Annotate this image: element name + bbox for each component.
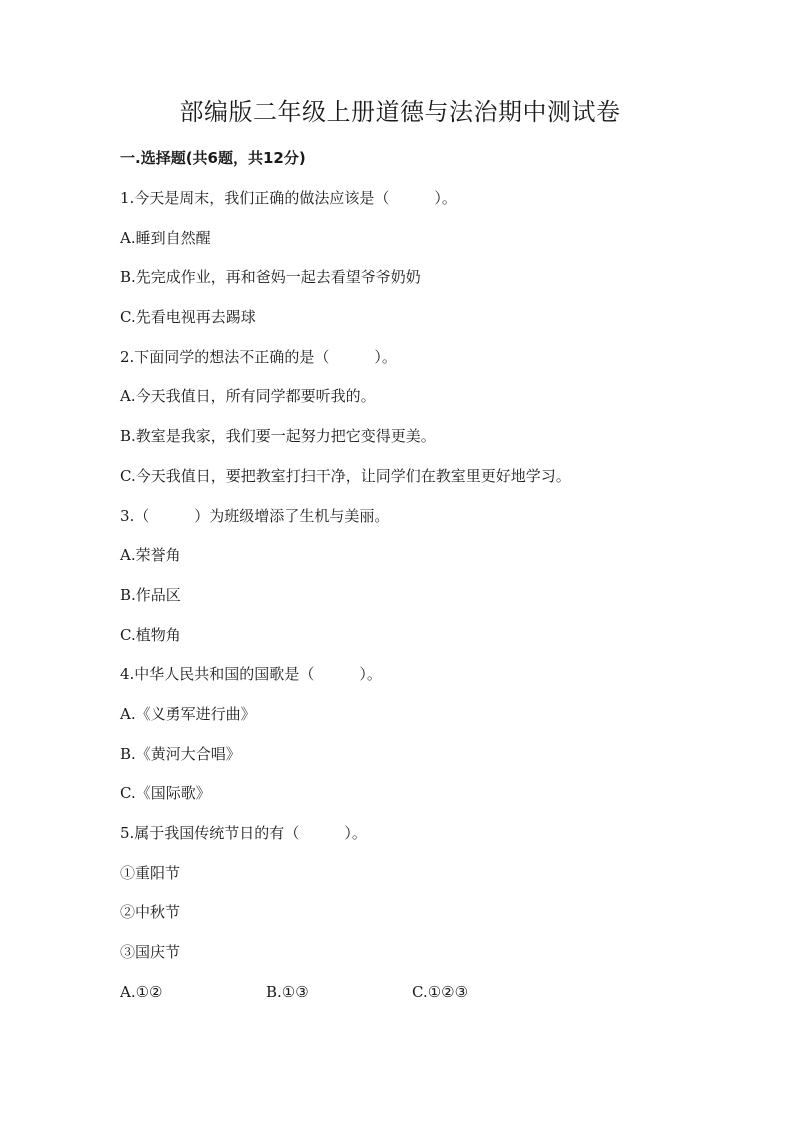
page-title: 部编版二年级上册道德与法治期中测试卷 bbox=[179, 98, 621, 126]
question-item: ②中秋节 bbox=[120, 903, 181, 922]
answer-option: A.《义勇军进行曲》 bbox=[120, 704, 256, 723]
answer-option: C.先看电视再去踢球 bbox=[120, 308, 256, 327]
answer-option: C.①②③ bbox=[412, 982, 469, 1001]
question-item: ③国庆节 bbox=[120, 943, 181, 962]
answer-option: C.《国际歌》 bbox=[120, 784, 211, 803]
answer-option: A.睡到自然醒 bbox=[120, 228, 211, 247]
answer-option: B.①③ bbox=[266, 982, 309, 1001]
answer-option: A.①② bbox=[120, 982, 163, 1001]
answer-option: C.植物角 bbox=[120, 625, 181, 644]
section-heading: 一.选择题(共6题，共12分) bbox=[120, 149, 306, 167]
answer-option: C.今天我值日，要把教室打扫干净，让同学们在教室里更好地学习。 bbox=[120, 466, 571, 485]
question-stem: 5.属于我国传统节日的有（ ）。 bbox=[120, 824, 367, 842]
question-stem: 4.中华人民共和国的国歌是（ ）。 bbox=[120, 665, 382, 684]
answer-option: B.先完成作业，再和爸妈一起去看望爷爷奶奶 bbox=[120, 268, 421, 287]
answer-option: B.《黄河大合唱》 bbox=[120, 744, 241, 763]
inline-options-row bbox=[120, 980, 740, 1020]
question-stem: 3.（ ）为班级增添了生机与美丽。 bbox=[120, 506, 390, 525]
question-stem: 2.下面同学的想法不正确的是（ ）。 bbox=[120, 347, 397, 366]
question-item: ①重阳节 bbox=[120, 863, 181, 882]
answer-option: A.荣誉角 bbox=[120, 546, 181, 565]
question-stem: 1.今天是周末，我们正确的做法应该是（ ）。 bbox=[120, 189, 457, 207]
answer-option: B.教室是我家，我们要一起努力把它变得更美。 bbox=[120, 427, 436, 446]
questions-list bbox=[120, 186, 740, 1019]
answer-option: B.作品区 bbox=[120, 585, 181, 604]
answer-option: A.今天我值日，所有同学都要听我的。 bbox=[120, 387, 376, 406]
